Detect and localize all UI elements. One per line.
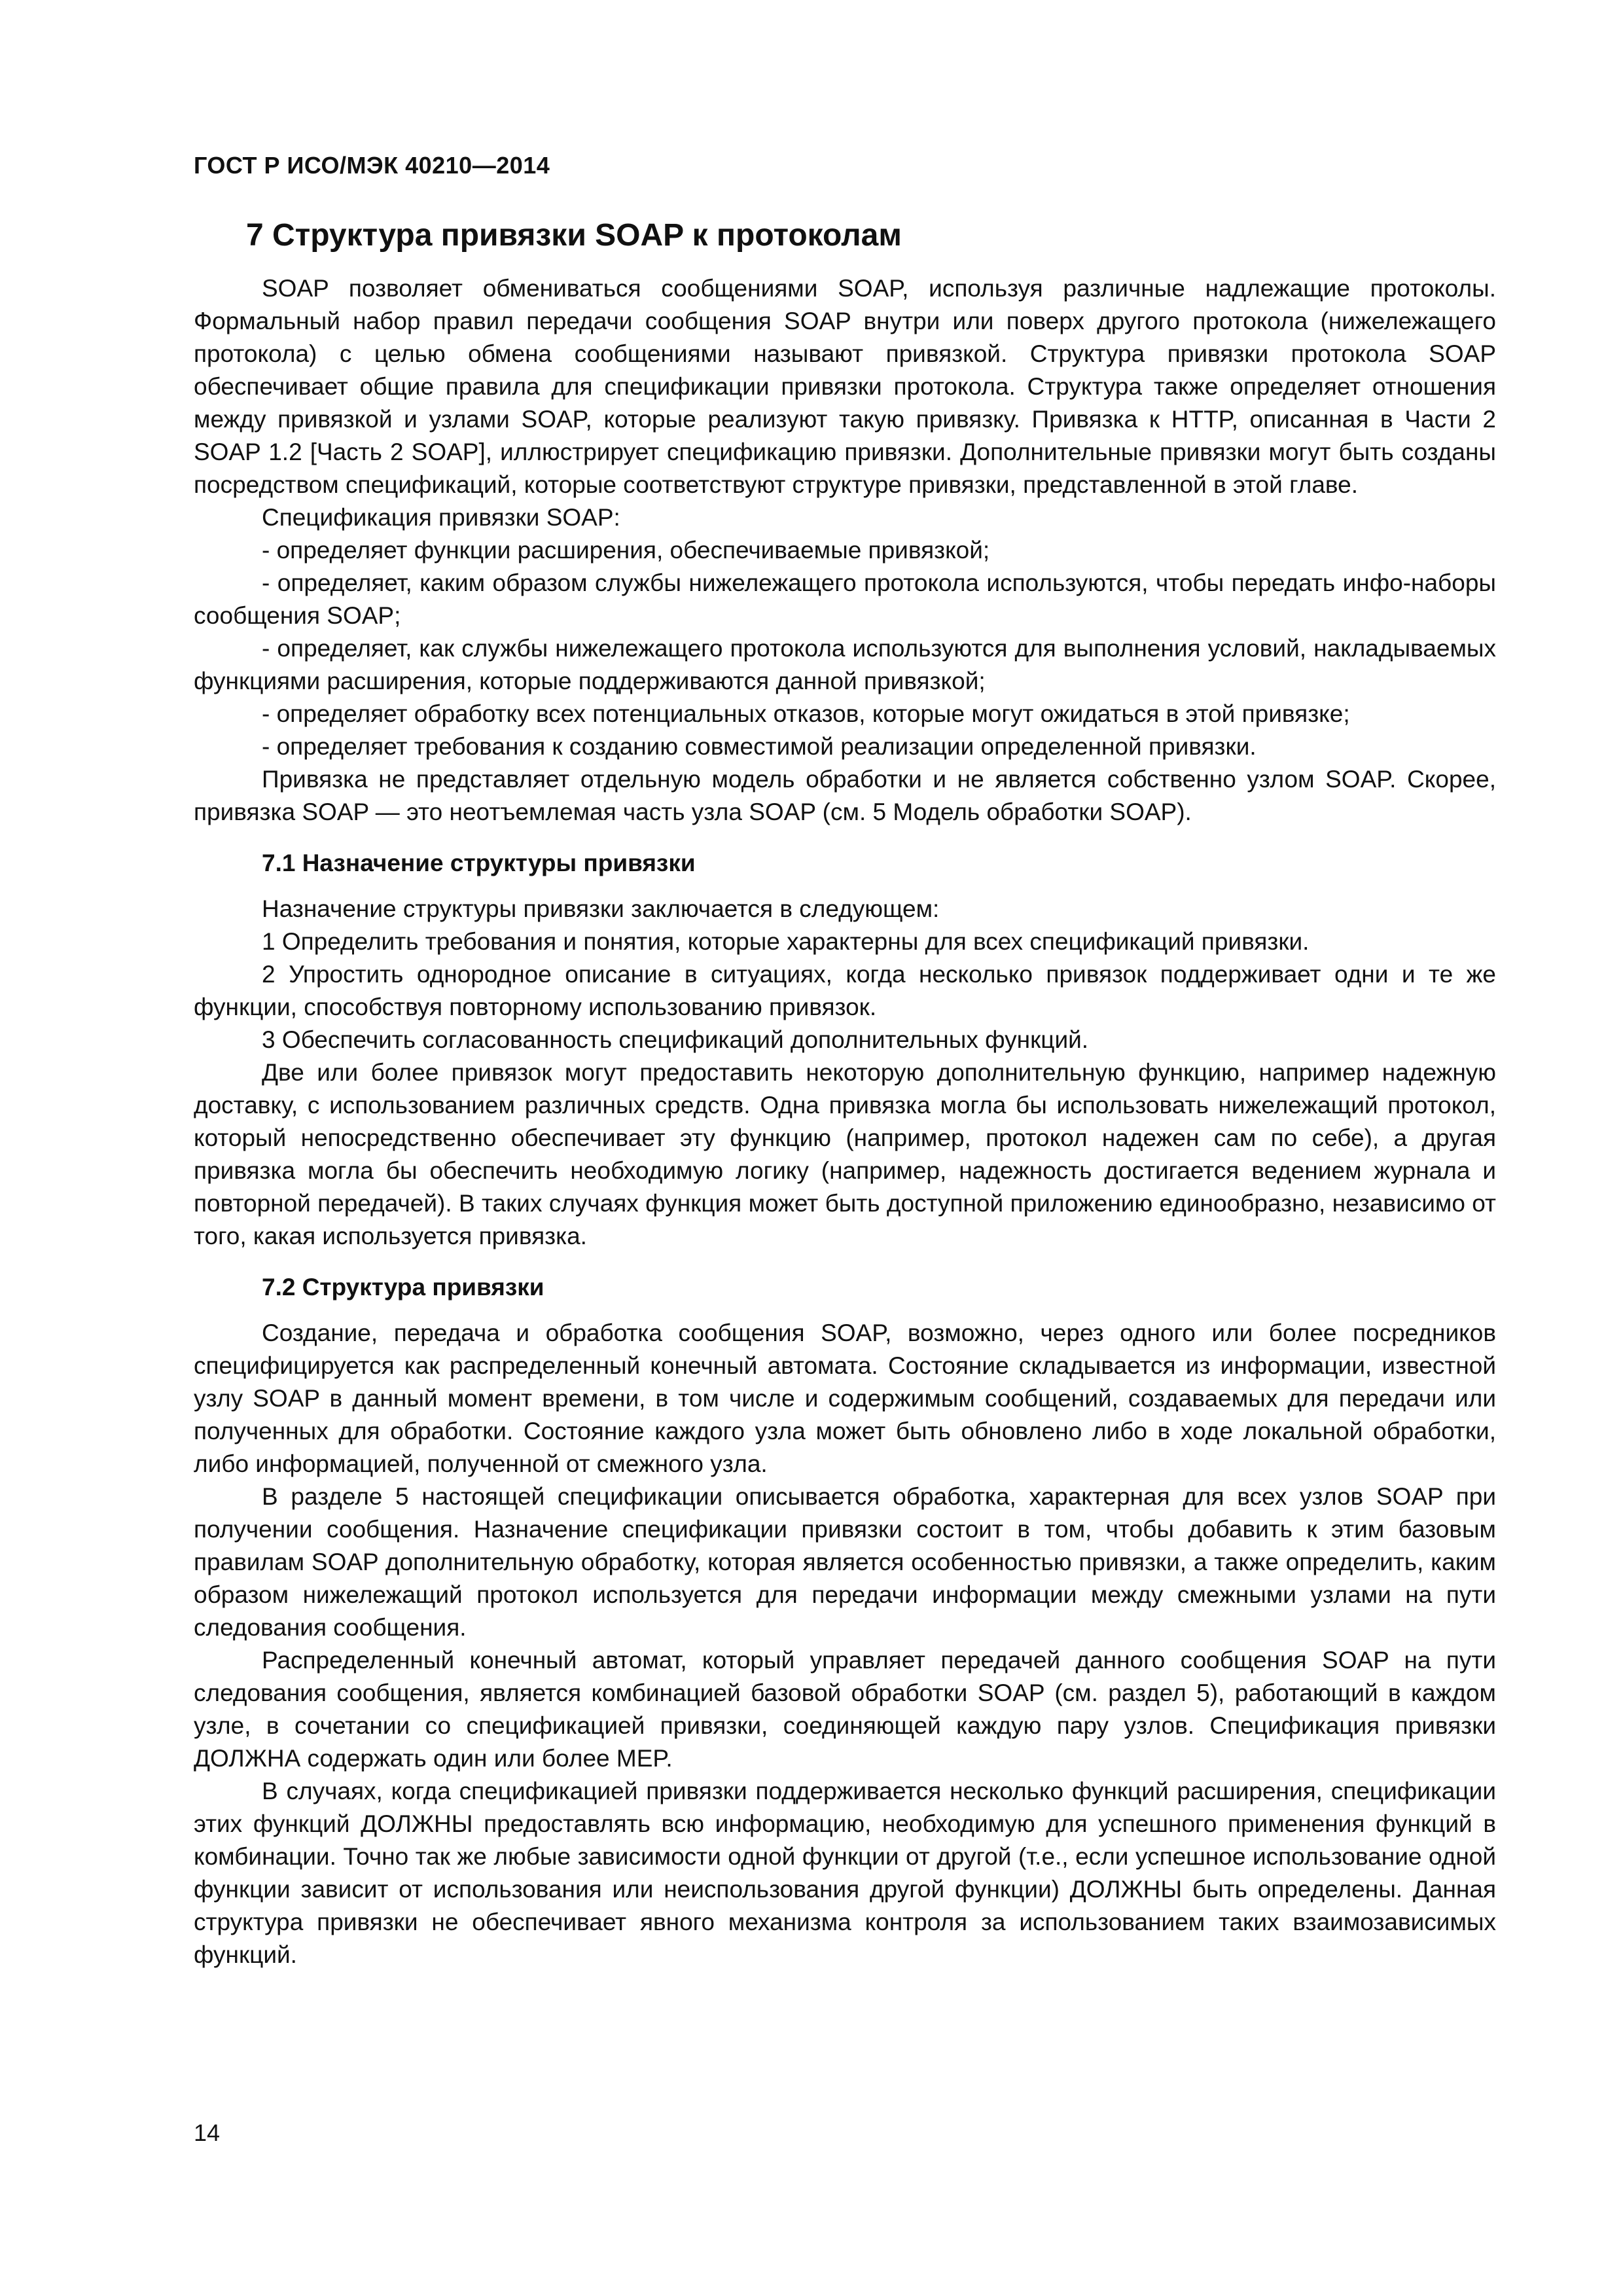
paragraph: Привязка не представляет отдельную модель обработки и не является собственно узлом SOAP. Скорее, привязка SOAP — это неотъемлемая часть узла SOAP (см. 5 Модель обработки SOAP). [194, 766, 1496, 825]
document-header: ГОСТ Р ИСО/МЭК 40210—2014 [194, 152, 550, 179]
paragraph: Назначение структуры привязки заключается в следующем: [262, 895, 940, 922]
list-item: - определяет, как службы нижележащего протокола используются для выполнения условий, накладываемых функциями расширения, которые поддерживаются данной привязкой; [194, 635, 1496, 694]
list-item: - определяет обработку всех потенциальных отказов, которые могут ожидаться в этой привязке; [262, 700, 1350, 727]
section-7-1-title: 7.1 Назначение структуры привязки [262, 850, 696, 876]
list-item: 1 Определить требования и понятия, которые характерны для всех спецификаций привязки. [262, 928, 1310, 955]
list-item: - определяет требования к созданию совместимой реализации определенной привязки. [262, 733, 1257, 760]
list-item: 3 Обеспечить согласованность спецификаций дополнительных функций. [262, 1026, 1089, 1053]
paragraph: Две или более привязок могут предоставить некоторую дополнительную функцию, например надежную доставку, с использованием различных средств. Одна привязка могла бы использовать нижележащий протокол, который непосредственно обеспечивает эту функцию (например, протокол надежен сам по себе), а другая привязка могла бы обеспечить необходимую логику (например, надежность достигается ведением журнала и повторной передачей). В таких случаях функция может быть доступной приложению единообразно, независимо от того, какая используется привязка. [194, 1059, 1496, 1249]
document-body [194, 216, 1496, 1971]
list-item: - определяет функции расширения, обеспечиваемые привязкой; [262, 537, 990, 564]
paragraph: Создание, передача и обработка сообщения SOAP, возможно, через одного или более посредников специфицируется как распределенный конечный автомата. Состояние складывается из информации, известной узлу SOAP в данный момент времени, в том числе и содержимым сообщений, создаваемых для передачи или полученных для обработки. Состояние каждого узла может быть обновлено либо в ходе локальной обработки, либо информацией, полученной от смежного узла. [194, 1319, 1496, 1477]
paragraph: Распределенный конечный автомат, который управляет передачей данного сообщения SOAP на пути следования сообщения, является комбинацией базовой обработки SOAP (см. раздел 5), работающий в каждом узле, в сочетании со спецификацией привязки, соединяющей каждую пару узлов. Спецификация привязки ДОЛЖНА содержать один или более MEP. [194, 1647, 1496, 1772]
page-number: 14 [194, 2119, 221, 2146]
paragraph: В случаях, когда спецификацией привязки поддерживается несколько функций расширения, спецификации этих функций ДОЛЖНЫ предоставлять всю информацию, необходимую для успешного применения функций в комбинации. Точно так же любые зависимости одной функции от другой (т.е., если успешное использование одной функции зависит от использования или неиспользования другой функции) ДОЛЖНЫ быть определены. Данная структура привязки не обеспечивает явного механизма контроля за использованием таких взаимозависимых функций. [194, 1778, 1496, 1968]
list-item: - определяет, каким образом службы нижележащего протокола используются, чтобы передать инфо-наборы сообщения SOAP; [194, 569, 1496, 629]
list-item: 2 Упростить однородное описание в ситуациях, когда несколько привязок поддерживает одни и те же функции, способствуя повторному использованию привязок. [194, 961, 1496, 1020]
section-7-2-title: 7.2 Структура привязки [262, 1274, 544, 1300]
paragraph: SOAP позволяет обмениваться сообщениями SOAP, используя различные надлежащие протоколы. Формальный набор правил передачи сообщения SOAP внутри или поверх другого протокола (нижележащего протокола) с целью обмена сообщениями называют привязкой. Структура привязки протокола SOAP обеспечивает общие правила для спецификации привязки протокола. Структура также определяет отношения между привязкой и узлами SOAP, которые реализуют такую привязку. Привязка к HTTP, описанная в Части 2 SOAP 1.2 [Часть 2 SOAP], иллюстрирует спецификацию привязки. Дополнительные привязки могут быть созданы посредством спецификаций, которые соответствуют структуре привязки, представленной в этой главе. [194, 275, 1496, 498]
paragraph: Спецификация привязки SOAP: [262, 504, 620, 531]
paragraph: В разделе 5 настоящей спецификации описывается обработка, характерная для всех узлов SOAP при получении сообщения. Назначение спецификации привязки состоит в том, чтобы добавить к этим базовым правилам SOAP дополнительную обработку, которая является особенностью привязки, а также определить, каким образом нижележащий протокол используется для передачи информации между смежными узлами на пути следования сообщения. [194, 1483, 1496, 1641]
section-7-title: 7 Структура привязки SOAP к протоколам [246, 218, 902, 253]
